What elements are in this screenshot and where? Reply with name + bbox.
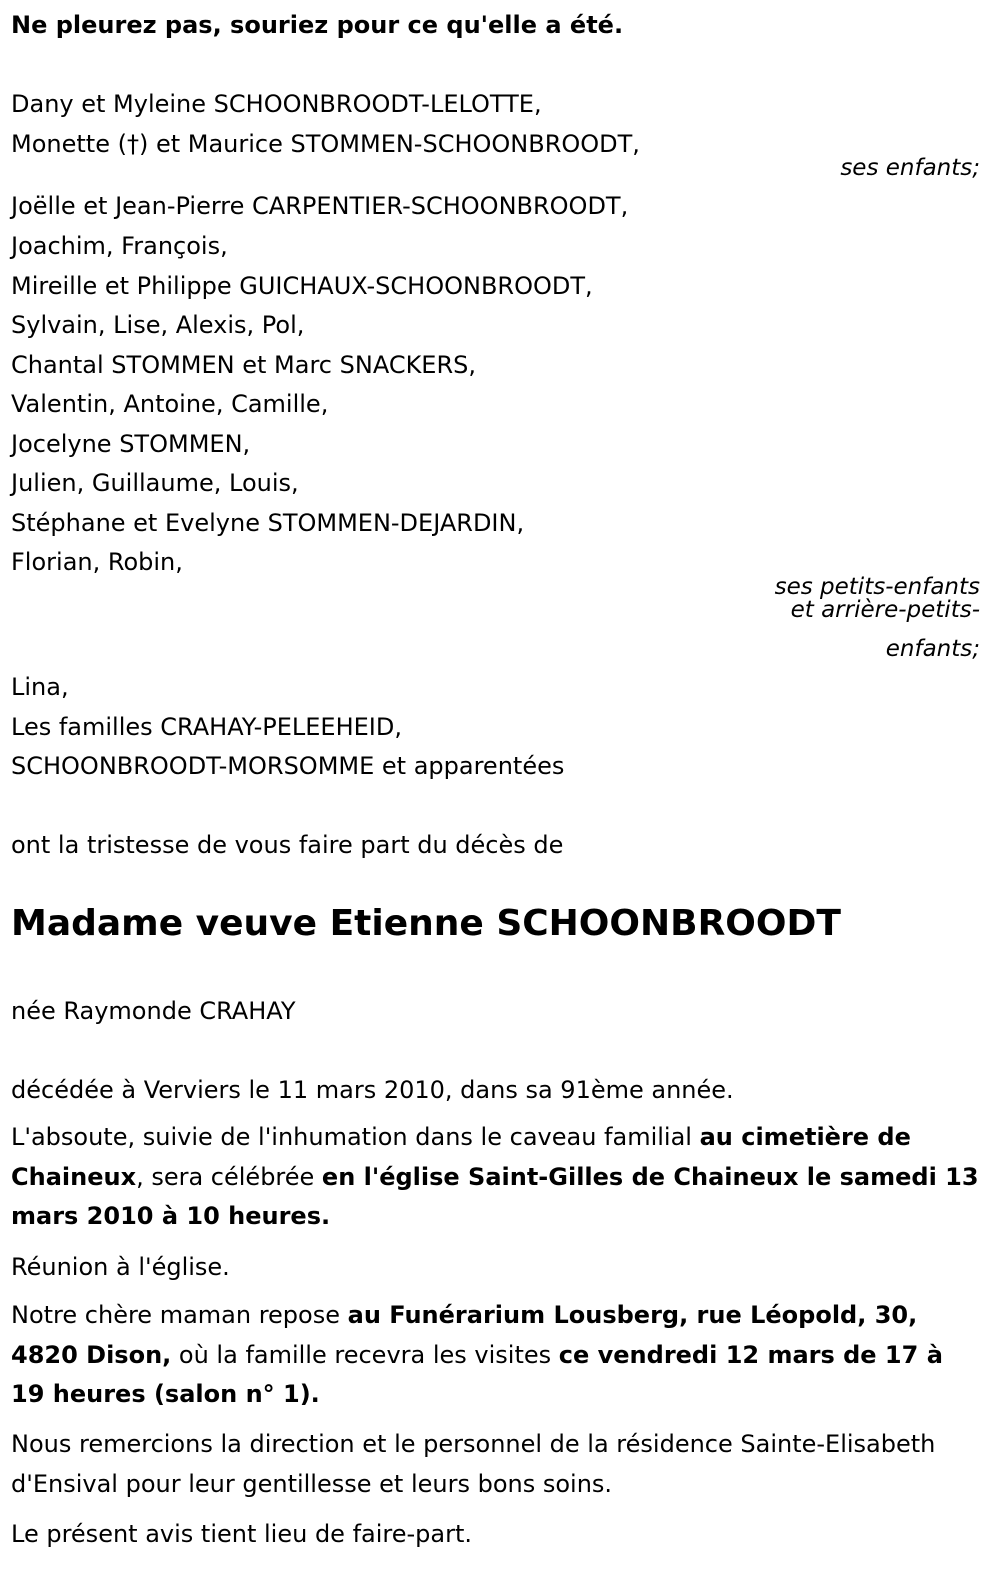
other-family-line: Lina, bbox=[11, 673, 69, 701]
grandchildren-line: Valentin, Antoine, Camille, bbox=[11, 390, 329, 418]
deceased-name: Madame veuve Etienne SCHOONBROODT bbox=[11, 903, 841, 944]
grandchildren-line: Joëlle et Jean-Pierre CARPENTIER-SCHOONBROODT, bbox=[11, 192, 629, 220]
grandchildren-label-3: enfants; bbox=[885, 636, 980, 662]
notice-line: Le présent avis tient lieu de faire-part. bbox=[11, 1520, 473, 1548]
meeting-details: Réunion à l'église. bbox=[11, 1253, 230, 1281]
other-family-line: Les familles CRAHAY-PELEEHEID, bbox=[11, 713, 402, 741]
birth-name: née Raymonde CRAHAY bbox=[11, 997, 296, 1025]
children-line: Monette (†) et Maurice STOMMEN-SCHOONBROODT, bbox=[11, 130, 640, 158]
other-family-line: SCHOONBROODT-MORSOMME et apparentées bbox=[11, 752, 565, 780]
motto: Ne pleurez pas, souriez pour ce qu'elle a été. bbox=[11, 11, 624, 39]
grandchildren-line: Mireille et Philippe GUICHAUX-SCHOONBROODT, bbox=[11, 272, 593, 300]
death-details: décédée à Verviers le 11 mars 2010, dans sa 91ème année. bbox=[11, 1076, 734, 1104]
children-line: Dany et Myleine SCHOONBROODT-LELOTTE, bbox=[11, 90, 542, 118]
grandchildren-line: Sylvain, Lise, Alexis, Pol, bbox=[11, 311, 305, 339]
thanks-paragraph: Nous remercions la direction et le personnel de la résidence Sainte-Elisabeth d'Ensival pour leur gentillesse et leurs bons soins. bbox=[11, 1430, 936, 1498]
grandchildren-label-2: et arrière-petits- bbox=[790, 597, 980, 623]
grandchildren-line: Jocelyne STOMMEN, bbox=[11, 430, 251, 458]
grandchildren-line: Florian, Robin, bbox=[11, 548, 183, 576]
grandchildren-line: Julien, Guillaume, Louis, bbox=[11, 469, 299, 497]
grandchildren-line: Joachim, François, bbox=[11, 232, 228, 260]
funeral-details: L'absoute, suivie de l'inhumation dans le caveau familial au cimetière de Chaineux, sera célébrée en l'église Saint-Gilles de Chaineux le samedi 13 mars 2010 à 10 heures. bbox=[11, 1123, 979, 1230]
grandchildren-line: Chantal STOMMEN et Marc SNACKERS, bbox=[11, 351, 477, 379]
children-label: ses enfants; bbox=[840, 155, 980, 181]
visit-details: Notre chère maman repose au Funérarium Lousberg, rue Léopold, 30, 4820 Dison, où la famille recevra les visites ce vendredi 12 mars de 17 à 19 heures (salon n° 1). bbox=[11, 1301, 943, 1408]
grandchildren-line: Stéphane et Evelyne STOMMEN-DEJARDIN, bbox=[11, 509, 525, 537]
grandchildren-label-1: ses petits-enfants bbox=[774, 574, 980, 600]
announcement: ont la tristesse de vous faire part du décès de bbox=[11, 831, 564, 859]
